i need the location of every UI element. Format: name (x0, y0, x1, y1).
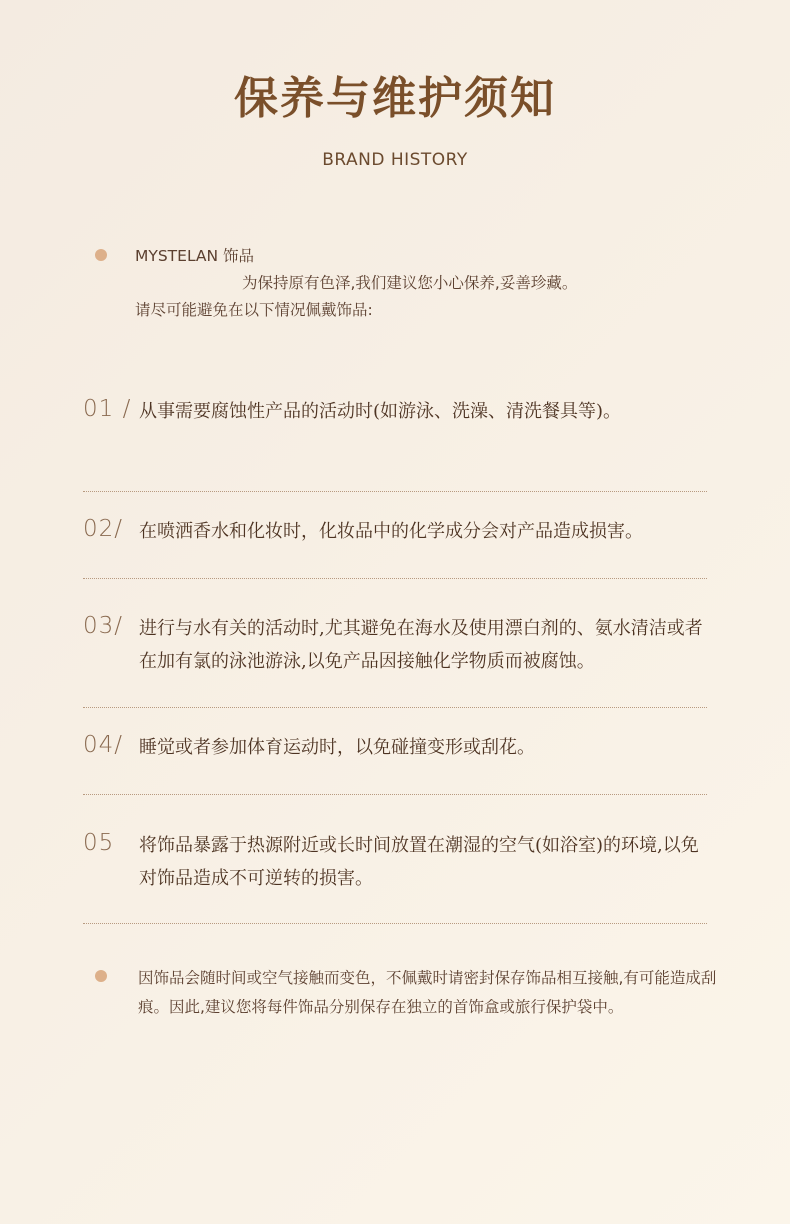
intro-avoid-line: 请尽可能避免在以下情况佩戴饰品: (135, 301, 373, 319)
intro-block (135, 243, 695, 324)
divider (83, 491, 707, 492)
care-item-text: 睡觉或者参加体育运动时，以免碰撞变形或刮花。 (139, 737, 535, 758)
care-item-text: 进行与水有关的活动时,尤其避免在海水及使用漂白剂的、氨水清洁或者在加有氯的泳池游泳,以免产品因接触化学物质而被腐蚀。 (139, 618, 703, 672)
intro-brand-line: MYSTELAN 饰品 (135, 247, 255, 265)
divider (83, 794, 707, 795)
page-title: 保养与维护须知 (234, 73, 556, 124)
care-item-text: 将饰品暴露于热源附近或长时间放置在潮湿的空气(如浴室)的环境,以免对饰品造成不可逆转的损害。 (139, 835, 699, 889)
care-item-number: 02/ (83, 516, 124, 542)
care-item-text: 在喷洒香水和化妆时，化妆品中的化学成分会对产品造成损害。 (139, 521, 643, 542)
care-item-text: 从事需要腐蚀性产品的活动时(如游泳、洗澡、清洗餐具等)。 (139, 401, 622, 422)
care-item-number: 05 (83, 830, 115, 856)
divider (83, 578, 707, 579)
divider (83, 707, 707, 708)
care-item-number: 01 / (83, 396, 132, 422)
bullet-dot-icon (95, 970, 107, 982)
divider (83, 923, 707, 924)
intro-advice-line: 为保持原有色泽,我们建议您小心保养,妥善珍藏。 (242, 274, 578, 292)
bullet-dot-icon (95, 249, 107, 261)
storage-note: 因饰品会随时间或空气接触而变色，不佩戴时请密封保存饰品相互接触,有可能造成刮痕。因此,建议您将每件饰品分别保存在独立的首饰盒或旅行保护袋中。 (138, 969, 717, 1016)
page-subtitle: BRAND HISTORY (322, 150, 468, 170)
care-item-number: 03/ (83, 613, 124, 639)
care-item-number: 04/ (83, 732, 124, 758)
